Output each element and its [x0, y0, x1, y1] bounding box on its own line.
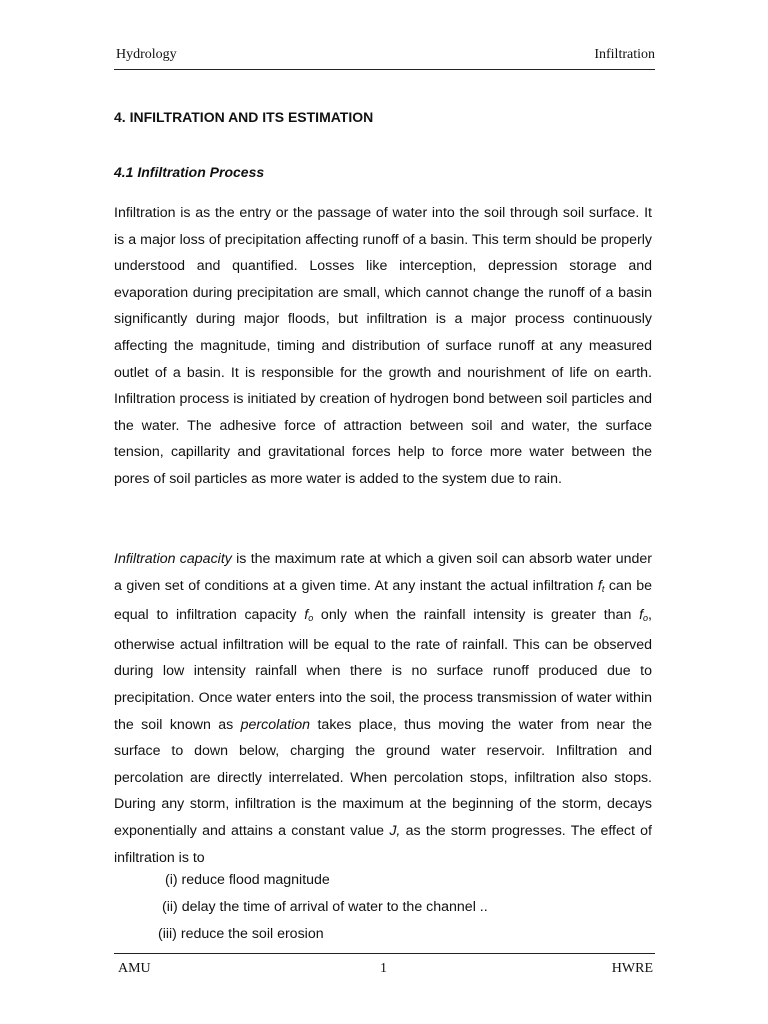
text-segment: takes place, thus moving the water from near the surface to down below, charging the ground water reservoir. Infiltration and percolation are directly interrelated. When percolation stops, infiltration also stops. During any storm, infiltration is the maximum at the beginning of the storm, decays exponentially and attains a constant value: [114, 716, 652, 839]
text-segment: is the maximum rate at which a given soil can absorb water under a given set of conditions at a given time. At any instant the actual infiltration: [114, 551, 653, 594]
paragraph-infiltration-process: Infiltration is as the entry or the passage of water into the soil through soil surface. It is a major loss of precipitation affecting runoff of a basin. This term should be properly understood and quantified. Losses like interception, depression storage and evaporation during precipitation are small, which cannot change the runoff of a basin significantly during major floods, but infiltration is a major process continuously affecting the magnitude, timing and distribution of surface runoff at any measured outlet of a basin. It is responsible for the growth and nourishment of life on earth. Infiltration process is initiated by creation of hydrogen bond between soil particles and the water. The adhesive force of attraction between soil and water, the surface tension, capillarity and gravitational forces help to force more water between the pores of soil particles as more water is added to the system due to rain.: [114, 205, 652, 487]
header-subject: Hydrology: [116, 47, 177, 62]
page-header: [114, 47, 655, 70]
paragraph-infiltration-capacity: [114, 546, 652, 871]
text-segment: as the storm progresses. The effect of infiltration is to: [114, 822, 652, 866]
symbol-f: f: [639, 607, 644, 624]
header-chapter: Infiltration: [594, 47, 655, 62]
text-segment: , otherwise actual infiltration will be equal to the rate of rainfall. This can be observed during low intensity rainfall when there is no surface runoff produced due to precipitation. Once water enters into the soil, the process transmission of water within the soil known as: [114, 607, 652, 733]
subscript-t: t: [601, 583, 605, 594]
symbol-f: f: [304, 607, 309, 624]
text-segment: only when the rainfall intensity is greater than: [313, 607, 640, 624]
section-title: 4. INFILTRATION AND ITS ESTIMATION: [114, 109, 374, 125]
symbol-constant: J,: [389, 822, 401, 839]
term-infiltration-capacity: Infiltration capacity: [114, 551, 232, 567]
page-footer: [114, 953, 655, 980]
subscript-o: o: [308, 613, 314, 624]
footer-department: HWRE: [611, 961, 653, 976]
footer-institution: AMU: [118, 961, 151, 976]
subscript-o: o: [643, 613, 649, 624]
list-item: (i) reduce flood magnitude: [165, 872, 330, 888]
page-number: 1: [380, 961, 387, 976]
list-item: (iii) reduce the soil erosion: [158, 926, 324, 942]
text-segment: can be equal to infiltration capacity: [114, 577, 652, 624]
subsection-title: 4.1 Infiltration Process: [114, 164, 265, 180]
term-percolation: percolation: [240, 716, 311, 733]
symbol-f: f: [597, 577, 602, 594]
list-item: (ii) delay the time of arrival of water to the channel ..: [162, 899, 488, 915]
